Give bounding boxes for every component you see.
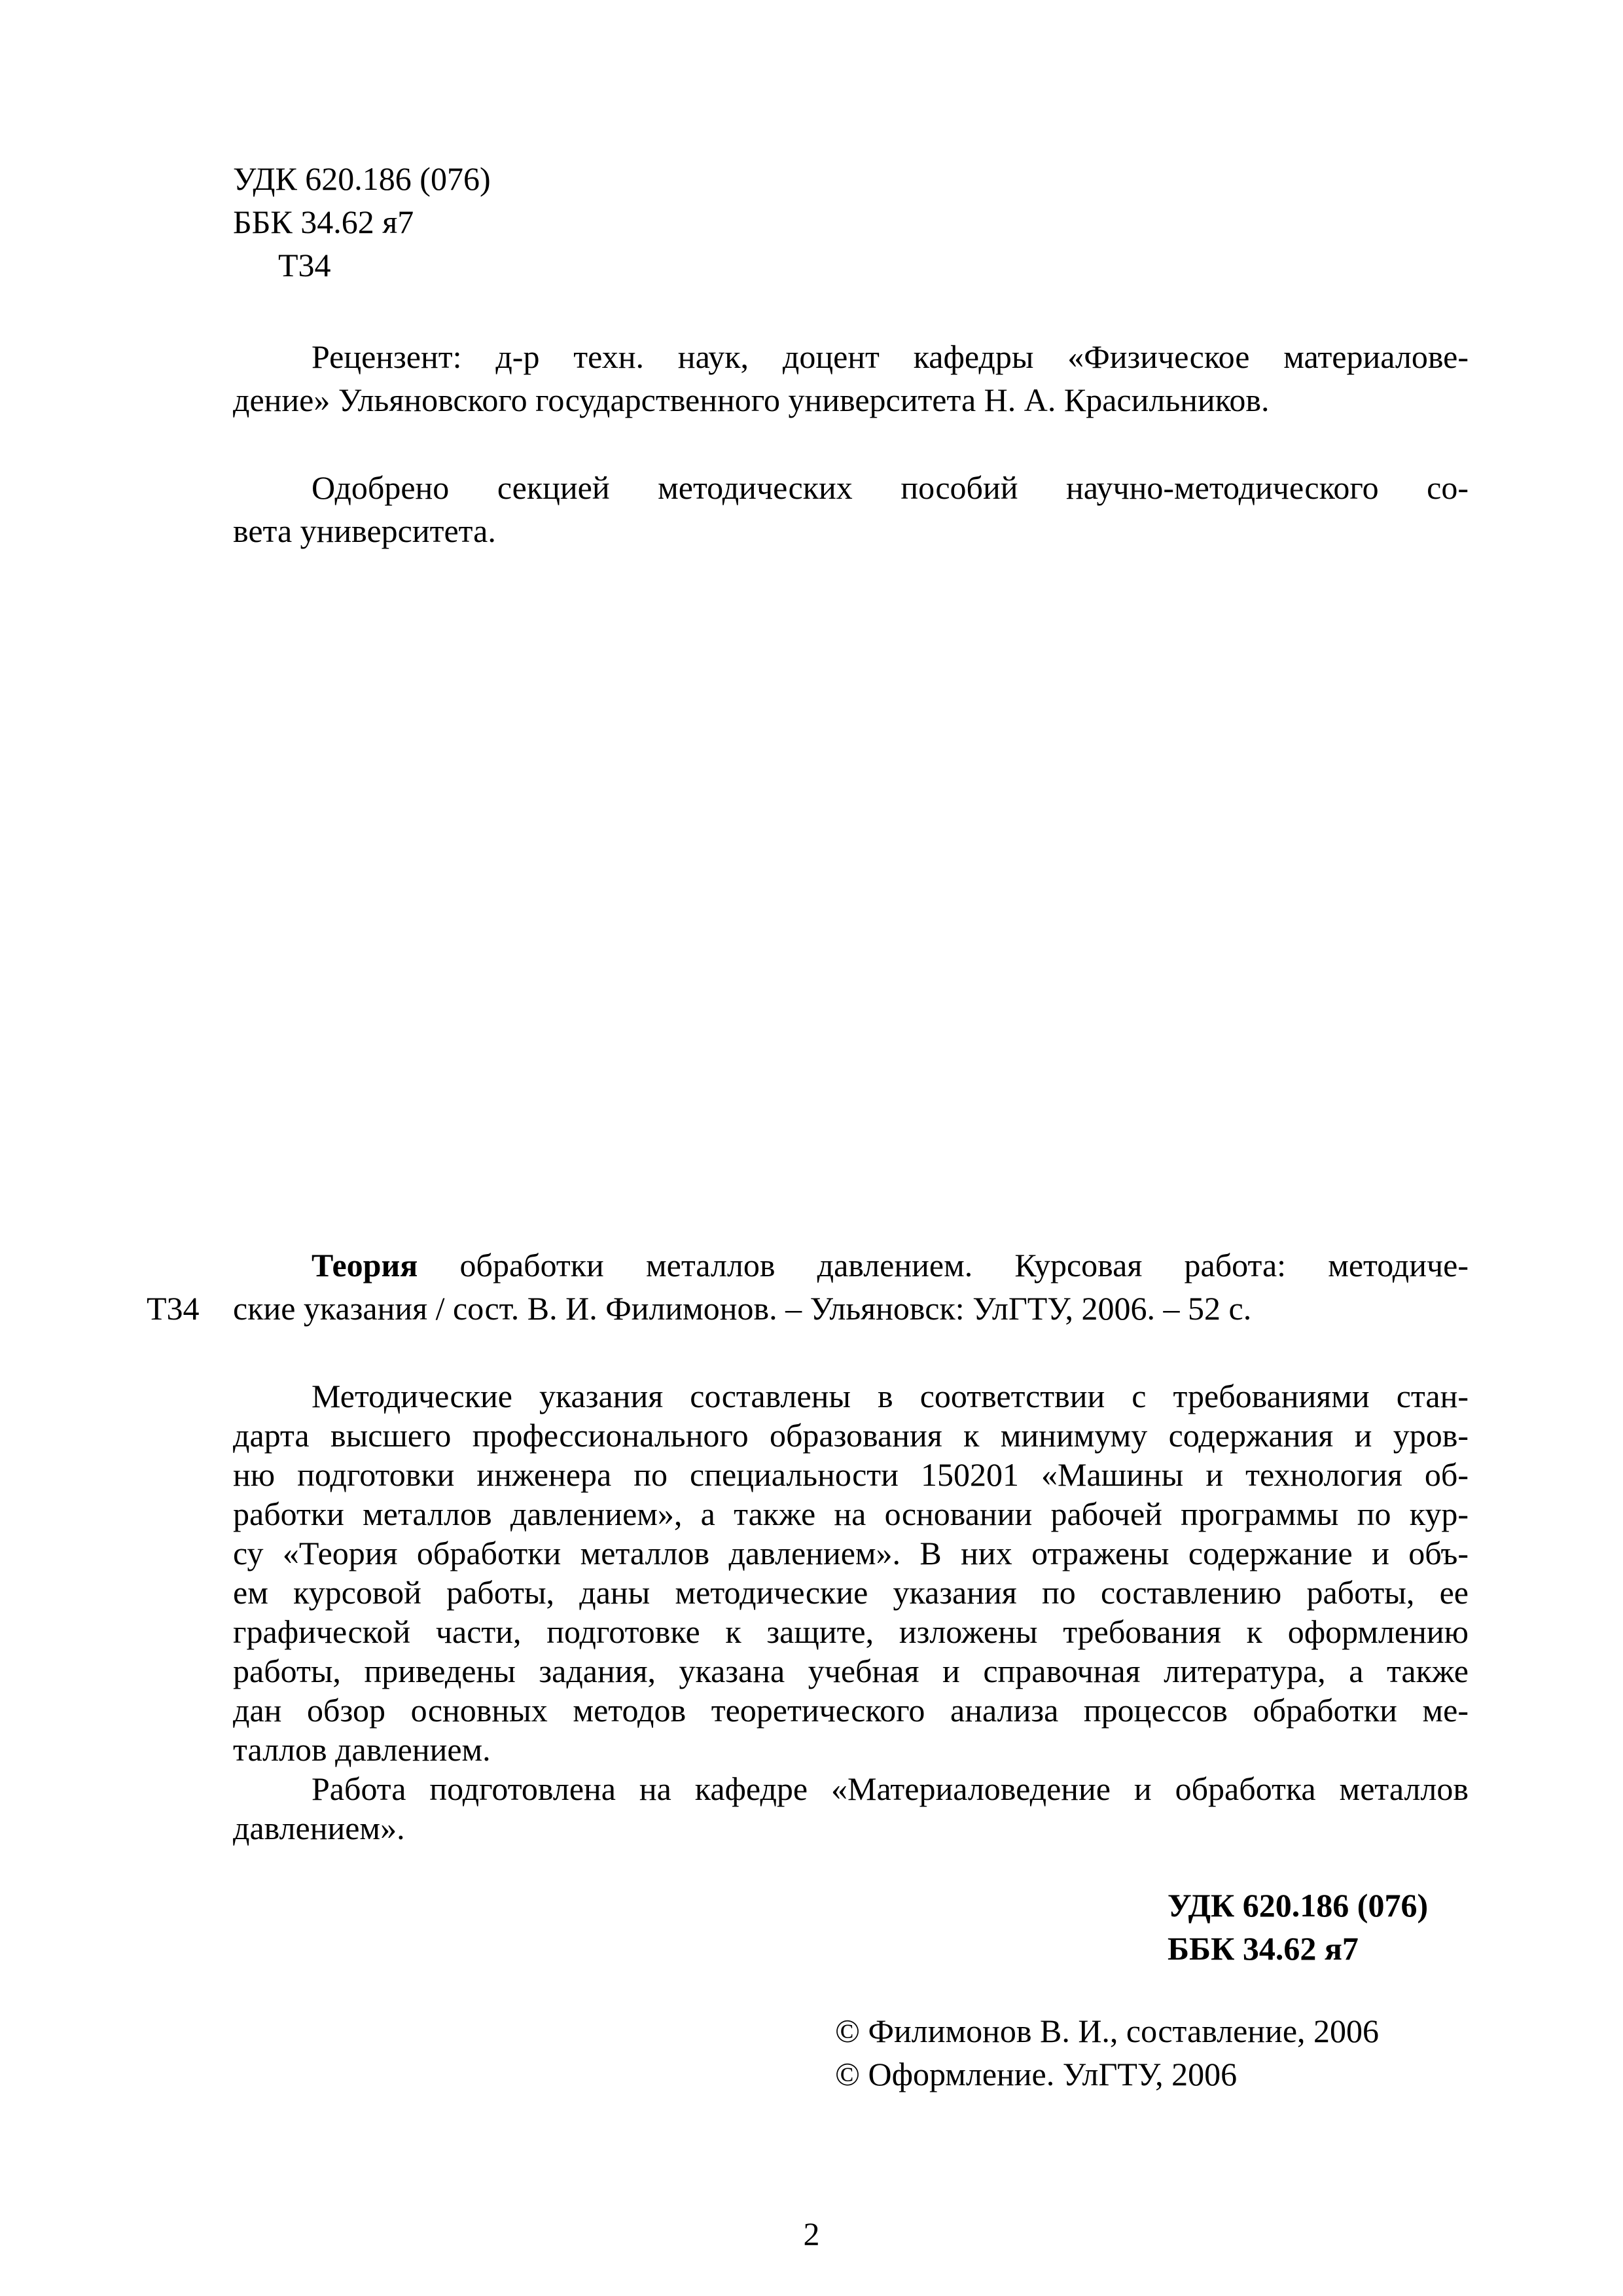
abstract-line: таллов давлением. [233, 1731, 491, 1768]
bbk-code-bottom: ББК 34.62 я7 [1168, 1930, 1359, 1967]
bbk-code-top: ББК 34.62 я7 [233, 204, 414, 240]
copyright-design: © Оформление. УлГТУ, 2006 [835, 2056, 1238, 2092]
udk-code-top: УДК 620.186 (076) [233, 160, 491, 197]
author-code-top: Т34 [278, 247, 331, 283]
bibliographic-author-code: Т34 [147, 1290, 200, 1327]
bibliographic-record-line-1-rest: обработки металлов давлением. Курсовая работа: методиче- [418, 1247, 1469, 1283]
udk-code-bottom: УДК 620.186 (076) [1168, 1887, 1429, 1924]
copyright-compiler: © Филимонов В. И., составление, 2006 [835, 2013, 1380, 2049]
reviewer-line-1: Рецензент: д-р техн. наук, доцент кафедры «Физическое материалове- [312, 338, 1469, 375]
bibliographic-title-bold: Теория [312, 1247, 418, 1283]
abstract-line: су «Теория обработки металлов давлением». В них отражены содержание и объ- [233, 1535, 1469, 1571]
department-note-line-2: давлением». [233, 1810, 405, 1846]
bibliographic-record-line-2: ские указания / сост. В. И. Филимонов. – Ульяновск: УлГТУ, 2006. – 52 с. [233, 1290, 1252, 1327]
approval-line-1: Одобрено секцией методических пособий научно-методического со- [312, 469, 1469, 506]
abstract-line: работы, приведены задания, указана учебная и справочная литература, а также [233, 1653, 1469, 1689]
abstract-line: работки металлов давлением», а также на основании рабочей программы по кур- [233, 1496, 1469, 1532]
abstract-line: ню подготовки инженера по специальности 150201 «Машины и технология об- [233, 1456, 1469, 1493]
bibliographic-record-line-1 [312, 1244, 1469, 1287]
abstract-line: Методические указания составлены в соответствии с требованиями стан- [312, 1378, 1469, 1414]
department-note-line-1: Работа подготовлена на кафедре «Материаловедение и обработка металлов [312, 1770, 1469, 1807]
page-number: 2 [803, 2215, 820, 2252]
abstract-line: дан обзор основных методов теоретического анализа процессов обработки ме- [233, 1692, 1469, 1729]
reviewer-line-2: дение» Ульяновского государственного университета Н. А. Красильников. [233, 382, 1270, 418]
abstract-line: дарта высшего профессионального образования к минимуму содержания и уров- [233, 1417, 1469, 1454]
abstract-line: графической части, подготовке к защите, изложены требования к оформлению [233, 1613, 1469, 1650]
abstract-line: ем курсовой работы, даны методические указания по составлению работы, ее [233, 1574, 1469, 1611]
approval-line-2: вета университета. [233, 512, 496, 549]
